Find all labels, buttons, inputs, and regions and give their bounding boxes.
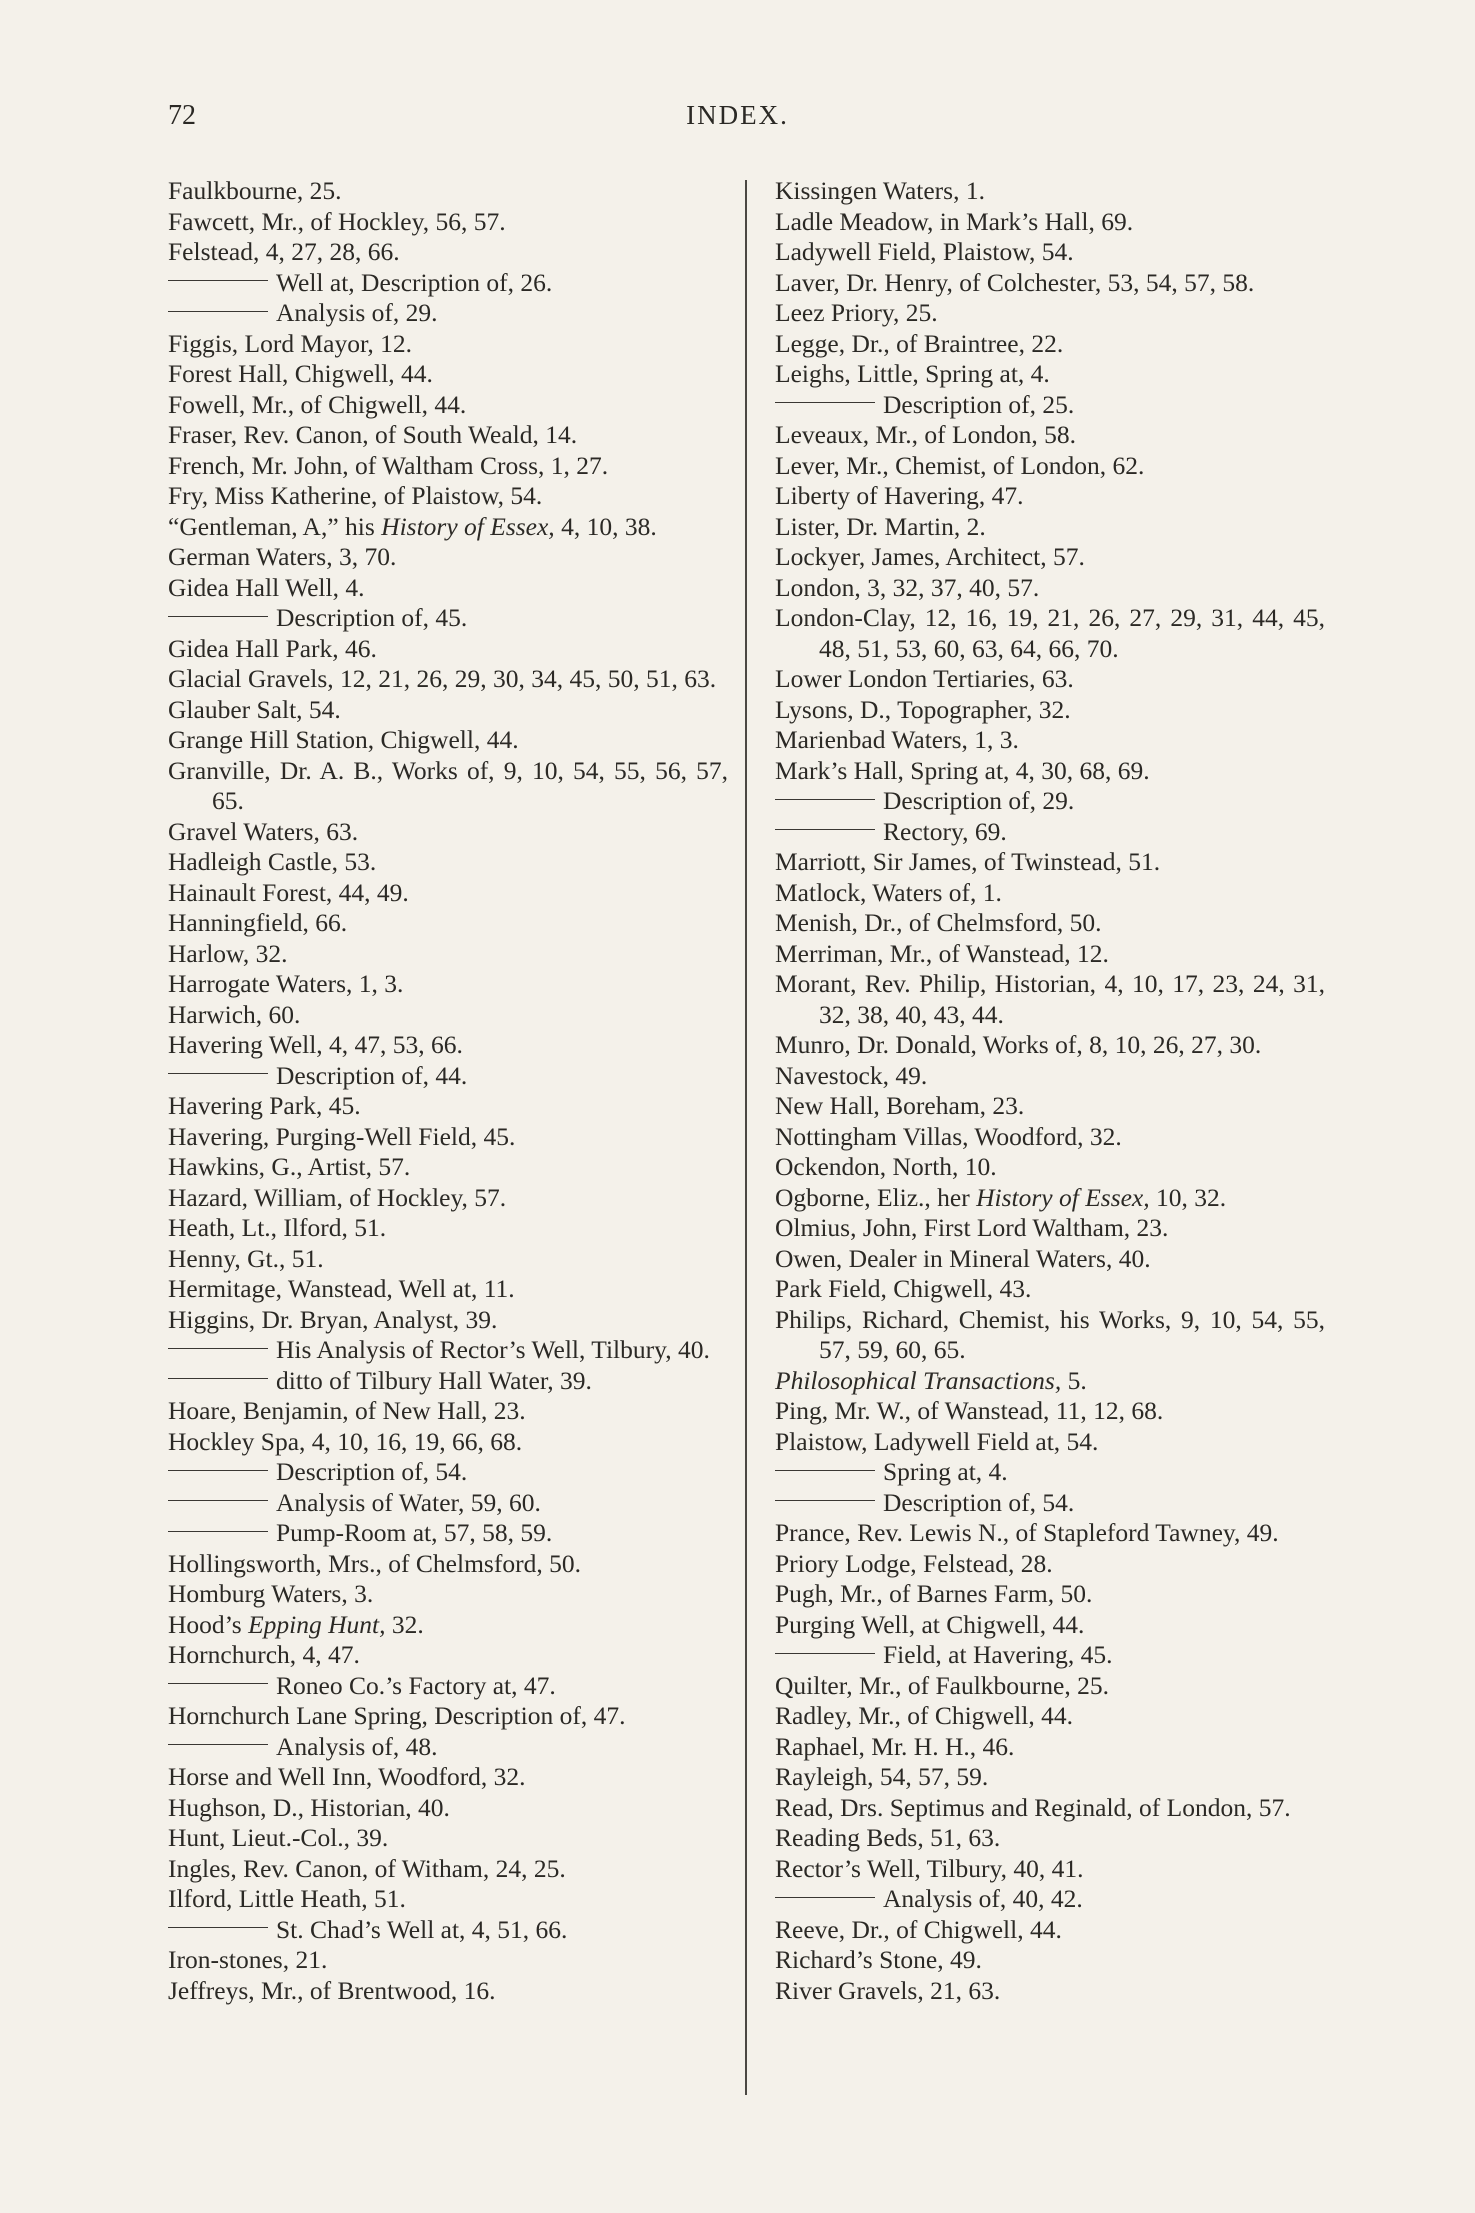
- entry-text: Owen, Dealer in Mineral Waters, 40.: [775, 1243, 1151, 1273]
- entry-text: Merriman, Mr., of Wanstead, 12.: [775, 938, 1109, 968]
- entry-text: Ladywell Field, Plaistow, 54.: [775, 237, 1074, 266]
- entry-text: Hornchurch, 4, 47.: [168, 1640, 360, 1669]
- index-entry: [775, 1762, 1325, 1793]
- entry-text: Hockley Spa, 4, 10, 16, 19, 66, 68.: [168, 1426, 523, 1456]
- entry-text: Hazard, William, of Hockley, 57.: [168, 1182, 507, 1212]
- index-column-right: [775, 176, 1325, 2006]
- index-entry: [775, 1610, 1325, 1641]
- index-subentry: [168, 268, 728, 299]
- ditto-dash: [775, 1897, 875, 1898]
- entry-text: Gidea Hall Park, 46.: [168, 633, 377, 663]
- entry-italic-title: History of Essex,: [381, 511, 555, 541]
- index-entry: [168, 1549, 728, 1580]
- entry-text: Priory Lodge, Felstead, 28.: [775, 1548, 1053, 1578]
- entry-text: Glacial Gravels, 12, 21, 26, 29, 30, 34, 45, 50, 51, 63.: [168, 664, 717, 693]
- entry-text: Olmius, John, First Lord Waltham, 23.: [775, 1213, 1169, 1242]
- index-entry: [775, 1213, 1325, 1244]
- index-subentry: [775, 1457, 1325, 1488]
- index-entry: [168, 1884, 728, 1915]
- entry-text: Lever, Mr., Chemist, of London, 62.: [775, 450, 1145, 480]
- index-entry: [775, 420, 1325, 451]
- index-entry: [168, 1091, 728, 1122]
- index-entry: [775, 298, 1325, 329]
- index-subentry: [775, 1488, 1325, 1519]
- index-subentry: [168, 1457, 728, 1488]
- index-entry: [775, 1823, 1325, 1854]
- index-entry: [168, 1396, 728, 1427]
- page-number: 72: [168, 100, 196, 131]
- entry-text: Fraser, Rev. Canon, of South Weald, 14.: [168, 420, 578, 449]
- index-entry: [168, 847, 728, 878]
- entry-text: His Analysis of Rector’s Well, Tilbury, 40.: [276, 1335, 710, 1364]
- index-entry: [775, 603, 1325, 664]
- index-entry: [168, 1305, 728, 1336]
- index-entry: [168, 1579, 728, 1610]
- index-entry: [775, 359, 1325, 390]
- entry-text: Plaistow, Ladywell Field at, 54.: [775, 1426, 1099, 1456]
- entry-italic-title: History of Essex,: [976, 1182, 1150, 1212]
- index-entry: [775, 878, 1325, 909]
- index-entry: [168, 1762, 728, 1793]
- entry-text: Havering, Purging-Well Field, 45.: [168, 1121, 516, 1151]
- index-entry: [168, 1701, 728, 1732]
- index-entry: [168, 817, 728, 848]
- index-subentry: [775, 786, 1325, 817]
- entry-text: Granville, Dr. A. B., Works of, 9, 10, 54, 55, 56, 57, 65.: [168, 755, 728, 815]
- index-subentry: [168, 1488, 728, 1519]
- entry-text: Kissingen Waters, 1.: [775, 176, 985, 205]
- entry-text: Felstead, 4, 27, 28, 66.: [168, 237, 400, 266]
- entry-text: Read, Drs. Septimus and Reginald, of London, 57.: [775, 1792, 1291, 1822]
- index-entry: [168, 359, 728, 390]
- entry-text: Rayleigh, 54, 57, 59.: [775, 1762, 989, 1791]
- entry-text: Figgis, Lord Mayor, 12.: [168, 328, 413, 358]
- index-entry: [775, 1854, 1325, 1885]
- index-entry: [168, 542, 728, 573]
- index-entry: [168, 237, 728, 268]
- index-entry: [775, 176, 1325, 207]
- index-subentry: [168, 1671, 728, 1702]
- entry-text: Horse and Well Inn, Woodford, 32.: [168, 1762, 526, 1791]
- index-entry: [168, 1793, 728, 1824]
- index-entry: [168, 512, 728, 543]
- entry-text: Menish, Dr., of Chelmsford, 50.: [775, 908, 1102, 937]
- index-entry: [775, 1152, 1325, 1183]
- entry-text: Hughson, D., Historian, 40.: [168, 1792, 450, 1822]
- entry-italic-title: Epping Hunt,: [248, 1609, 386, 1639]
- index-entry: [775, 1915, 1325, 1946]
- entry-text: Leez Priory, 25.: [775, 298, 938, 327]
- index-entry: [168, 939, 728, 970]
- entry-text: Legge, Dr., of Braintree, 22.: [775, 328, 1064, 358]
- index-entry: [168, 664, 728, 695]
- entry-text: Description of, 54.: [276, 1457, 468, 1486]
- entry-text-tail: 10, 32.: [1149, 1182, 1227, 1212]
- entry-text: River Gravels, 21, 63.: [775, 1975, 1001, 2005]
- index-entry: [775, 1549, 1325, 1580]
- entry-text: Park Field, Chigwell, 43.: [775, 1274, 1032, 1303]
- index-entry: [775, 207, 1325, 238]
- index-entry: [168, 1854, 728, 1885]
- entry-text: Fry, Miss Katherine, of Plaistow, 54.: [168, 481, 543, 510]
- index-subentry: [168, 603, 728, 634]
- index-entry: [775, 451, 1325, 482]
- index-column-left: [168, 176, 728, 2006]
- entry-text: Quilter, Mr., of Faulkbourne, 25.: [775, 1670, 1109, 1700]
- ditto-dash: [775, 799, 875, 800]
- index-entry: [168, 1030, 728, 1061]
- index-entry: [168, 969, 728, 1000]
- running-head: INDEX.: [686, 100, 789, 130]
- index-entry: [775, 268, 1325, 299]
- ditto-dash: [775, 1470, 875, 1471]
- entry-text: Description of, 45.: [276, 603, 468, 632]
- index-entry: [775, 664, 1325, 695]
- entry-text: Laver, Dr. Henry, of Colchester, 53, 54, 57, 58.: [775, 267, 1255, 297]
- index-entry: [775, 1701, 1325, 1732]
- entry-text: Spring at, 4.: [883, 1457, 1008, 1486]
- index-entry: [168, 1244, 728, 1275]
- index-entry: [168, 1976, 728, 2007]
- index-entry: [168, 573, 728, 604]
- entry-text: London-Clay, 12, 16, 19, 21, 26, 27, 29, 31, 44, 45, 48, 51, 53, 60, 63, 64, 66, 70.: [775, 603, 1325, 663]
- index-entry: [775, 1732, 1325, 1763]
- index-entry: [775, 908, 1325, 939]
- entry-text: Glauber Salt, 54.: [168, 694, 341, 724]
- entry-text: Ping, Mr. W., of Wanstead, 11, 12, 68.: [775, 1396, 1164, 1425]
- ditto-dash: [168, 1348, 268, 1349]
- index-entry: [168, 695, 728, 726]
- entry-text: Liberty of Havering, 47.: [775, 481, 1024, 510]
- entry-text: Hoare, Benjamin, of New Hall, 23.: [168, 1396, 526, 1425]
- entry-text: Pugh, Mr., of Barnes Farm, 50.: [775, 1579, 1093, 1608]
- index-entry: [168, 1640, 728, 1671]
- entry-text: Lower London Tertiaries, 63.: [775, 664, 1074, 693]
- index-entry: [775, 1274, 1325, 1305]
- index-entry: [775, 573, 1325, 604]
- entry-text: Hanningfield, 66.: [168, 908, 348, 937]
- index-subentry: [775, 817, 1325, 848]
- index-entry: [168, 1152, 728, 1183]
- ditto-dash: [168, 1378, 268, 1379]
- index-subentry: [168, 298, 728, 329]
- index-entry: [168, 725, 728, 756]
- ditto-dash: [168, 1744, 268, 1745]
- entry-text: “Gentleman, A,” his: [168, 511, 382, 541]
- entry-text: Morant, Rev. Philip, Historian, 4, 10, 17, 23, 24, 31, 32, 38, 40, 43, 44.: [775, 969, 1325, 1029]
- entry-text: Homburg Waters, 3.: [168, 1579, 374, 1608]
- index-subentry: [168, 1518, 728, 1549]
- entry-text: Harlow, 32.: [168, 938, 288, 968]
- entry-text: Heath, Lt., Ilford, 51.: [168, 1213, 387, 1242]
- entry-text-tail: 32.: [385, 1609, 424, 1639]
- index-entry: [775, 1976, 1325, 2007]
- entry-text: Ockendon, North, 10.: [775, 1152, 997, 1181]
- index-entry: [168, 420, 728, 451]
- entry-text: Hunt, Lieut.-Col., 39.: [168, 1823, 389, 1852]
- entry-text: Fawcett, Mr., of Hockley, 56, 57.: [168, 206, 506, 236]
- entry-text: Fowell, Mr., of Chigwell, 44.: [168, 389, 467, 419]
- entry-text: Analysis of, 29.: [276, 298, 438, 327]
- entry-text: Hadleigh Castle, 53.: [168, 847, 377, 876]
- entry-text: Ladle Meadow, in Mark’s Hall, 69.: [775, 206, 1134, 236]
- index-entry: [775, 695, 1325, 726]
- index-entry: [775, 756, 1325, 787]
- index-entry: [168, 634, 728, 665]
- index-subentry: [168, 1915, 728, 1946]
- entry-text: Purging Well, at Chigwell, 44.: [775, 1609, 1085, 1639]
- entry-text: Gidea Hall Well, 4.: [168, 572, 365, 602]
- entry-text: Iron-stones, 21.: [168, 1945, 328, 1974]
- entry-text: Richard’s Stone, 49.: [775, 1945, 982, 1974]
- entry-text: Nottingham Villas, Woodford, 32.: [775, 1121, 1122, 1151]
- entry-text: St. Chad’s Well at, 4, 51, 66.: [276, 1914, 568, 1944]
- index-subentry: [168, 1335, 728, 1366]
- entry-text: Hollingsworth, Mrs., of Chelmsford, 50.: [168, 1548, 581, 1578]
- entry-text: Analysis of Water, 59, 60.: [276, 1487, 541, 1517]
- entry-text: Harrogate Waters, 1, 3.: [168, 969, 404, 998]
- entry-text: Prance, Rev. Lewis N., of Stapleford Tawney, 49.: [775, 1518, 1279, 1547]
- index-subentry: [168, 1732, 728, 1763]
- entry-text: Ilford, Little Heath, 51.: [168, 1884, 406, 1913]
- entry-text: Jeffreys, Mr., of Brentwood, 16.: [168, 1975, 496, 2005]
- index-entry: [775, 1793, 1325, 1824]
- index-entry: [168, 878, 728, 909]
- entry-text: Marriott, Sir James, of Twinstead, 51.: [775, 847, 1161, 876]
- index-entry: [775, 1579, 1325, 1610]
- index-entry: [775, 969, 1325, 1030]
- entry-text: Description of, 29.: [883, 786, 1075, 815]
- index-entry: [168, 329, 728, 360]
- index-entry: [168, 176, 728, 207]
- entry-text: Leveaux, Mr., of London, 58.: [775, 420, 1076, 449]
- ditto-dash: [168, 311, 268, 312]
- ditto-dash: [775, 402, 875, 403]
- entry-text: London, 3, 32, 37, 40, 57.: [775, 572, 1040, 602]
- entry-text: Ingles, Rev. Canon, of Witham, 24, 25.: [168, 1853, 566, 1883]
- index-entry: [168, 207, 728, 238]
- index-entry: [168, 481, 728, 512]
- entry-text: Description of, 25.: [883, 389, 1075, 419]
- entry-text: Gravel Waters, 63.: [168, 816, 359, 846]
- ditto-dash: [775, 1500, 875, 1501]
- entry-text: Hainault Forest, 44, 49.: [168, 877, 409, 907]
- index-entry: [168, 1274, 728, 1305]
- entry-text: German Waters, 3, 70.: [168, 542, 397, 571]
- entry-text: Field, at Havering, 45.: [883, 1640, 1113, 1669]
- index-entry: [168, 756, 728, 817]
- entry-text: French, Mr. John, of Waltham Cross, 1, 27.: [168, 450, 609, 480]
- entry-text: Pump-Room at, 57, 58, 59.: [276, 1518, 553, 1547]
- entry-text: Roneo Co.’s Factory at, 47.: [276, 1670, 556, 1700]
- entry-text: Lysons, D., Topographer, 32.: [775, 694, 1071, 724]
- index-entry: [775, 847, 1325, 878]
- entry-text: Hawkins, G., Artist, 57.: [168, 1152, 411, 1181]
- entry-text: Munro, Dr. Donald, Works of, 8, 10, 26, 27, 30.: [775, 1030, 1262, 1059]
- index-entry: [775, 1427, 1325, 1458]
- entry-text: Rector’s Well, Tilbury, 40, 41.: [775, 1853, 1084, 1883]
- entry-text: Havering Well, 4, 47, 53, 66.: [168, 1030, 463, 1059]
- index-entry: [168, 1183, 728, 1214]
- entry-text: Harwich, 60.: [168, 999, 301, 1029]
- entry-text: Leighs, Little, Spring at, 4.: [775, 359, 1050, 388]
- index-subentry: [168, 1061, 728, 1092]
- entry-text: Hermitage, Wanstead, Well at, 11.: [168, 1274, 515, 1303]
- ditto-dash: [168, 1531, 268, 1532]
- index-entry: [775, 1091, 1325, 1122]
- entry-text: Navestock, 49.: [775, 1060, 928, 1090]
- entry-text: Forest Hall, Chigwell, 44.: [168, 359, 433, 388]
- index-subentry: [168, 1366, 728, 1397]
- entry-text: Well at, Description of, 26.: [276, 267, 553, 297]
- entry-text: Raphael, Mr. H. H., 46.: [775, 1731, 1015, 1761]
- index-entry: [168, 1427, 728, 1458]
- index-entry: [168, 451, 728, 482]
- entry-text: Matlock, Waters of, 1.: [775, 877, 1002, 907]
- entry-text: Analysis of, 48.: [276, 1731, 438, 1761]
- entry-text: Radley, Mr., of Chigwell, 44.: [775, 1701, 1073, 1730]
- entry-text: Marienbad Waters, 1, 3.: [775, 725, 1019, 754]
- entry-text: New Hall, Boreham, 23.: [775, 1091, 1025, 1120]
- entry-text: Reading Beds, 51, 63.: [775, 1823, 1001, 1852]
- index-entry: [168, 1213, 728, 1244]
- index-entry: [775, 1122, 1325, 1153]
- entry-text: Ogborne, Eliz., her: [775, 1182, 977, 1212]
- ditto-dash: [775, 829, 875, 830]
- entry-italic-title: Philosophical Transactions,: [775, 1365, 1062, 1395]
- index-entry: [775, 237, 1325, 268]
- index-entry: [775, 1183, 1325, 1214]
- index-entry: [775, 329, 1325, 360]
- entry-text: Lister, Dr. Martin, 2.: [775, 511, 986, 541]
- index-subentry: [775, 390, 1325, 421]
- ditto-dash: [168, 1927, 268, 1928]
- index-entry: [168, 1945, 728, 1976]
- index-entry: [775, 542, 1325, 573]
- entry-text: Henny, Gt., 51.: [168, 1243, 324, 1273]
- entry-text: Description of, 44.: [276, 1060, 468, 1090]
- index-entry: [775, 1305, 1325, 1366]
- index-entry: [168, 1823, 728, 1854]
- entry-text-tail: 4, 10, 38.: [554, 511, 657, 541]
- index-entry: [775, 1061, 1325, 1092]
- index-entry: [775, 1030, 1325, 1061]
- entry-text: Lockyer, James, Architect, 57.: [775, 542, 1085, 571]
- index-entry: [775, 512, 1325, 543]
- index-entry: [168, 1000, 728, 1031]
- index-entry: [775, 1518, 1325, 1549]
- entry-text: Faulkbourne, 25.: [168, 176, 342, 205]
- index-entry: [168, 1122, 728, 1153]
- ditto-dash: [775, 1653, 875, 1654]
- entry-text: Higgins, Dr. Bryan, Analyst, 39.: [168, 1304, 498, 1334]
- entry-text: Description of, 54.: [883, 1487, 1075, 1517]
- column-divider: [745, 180, 747, 2095]
- ditto-dash: [168, 1500, 268, 1501]
- index-entry: [775, 725, 1325, 756]
- index-entry: [168, 1610, 728, 1641]
- index-entry: [775, 1671, 1325, 1702]
- index-entry: [775, 1366, 1325, 1397]
- entry-text: Hood’s: [168, 1609, 249, 1639]
- entry-text: Reeve, Dr., of Chigwell, 44.: [775, 1914, 1062, 1944]
- entry-text: Philips, Richard, Chemist, his Works, 9, 10, 54, 55, 57, 59, 60, 65.: [775, 1304, 1325, 1364]
- ditto-dash: [168, 280, 268, 281]
- entry-text: Hornchurch Lane Spring, Description of, 47.: [168, 1701, 626, 1730]
- index-subentry: [775, 1884, 1325, 1915]
- index-entry: [775, 481, 1325, 512]
- index-entry: [775, 1396, 1325, 1427]
- entry-text: Havering Park, 45.: [168, 1091, 361, 1120]
- entry-text: Analysis of, 40, 42.: [883, 1884, 1083, 1913]
- index-entry: [775, 939, 1325, 970]
- ditto-dash: [168, 1073, 268, 1074]
- entry-text: ditto of Tilbury Hall Water, 39.: [276, 1365, 592, 1395]
- entry-text: Grange Hill Station, Chigwell, 44.: [168, 725, 519, 754]
- ditto-dash: [168, 1683, 268, 1684]
- index-entry: [775, 1945, 1325, 1976]
- index-entry: [775, 1244, 1325, 1275]
- index-entry: [168, 908, 728, 939]
- entry-text: Mark’s Hall, Spring at, 4, 30, 68, 69.: [775, 755, 1150, 785]
- ditto-dash: [168, 616, 268, 617]
- entry-text-tail: 5.: [1061, 1365, 1087, 1395]
- index-entry: [168, 390, 728, 421]
- index-subentry: [775, 1640, 1325, 1671]
- ditto-dash: [168, 1470, 268, 1471]
- entry-text: Rectory, 69.: [883, 816, 1007, 846]
